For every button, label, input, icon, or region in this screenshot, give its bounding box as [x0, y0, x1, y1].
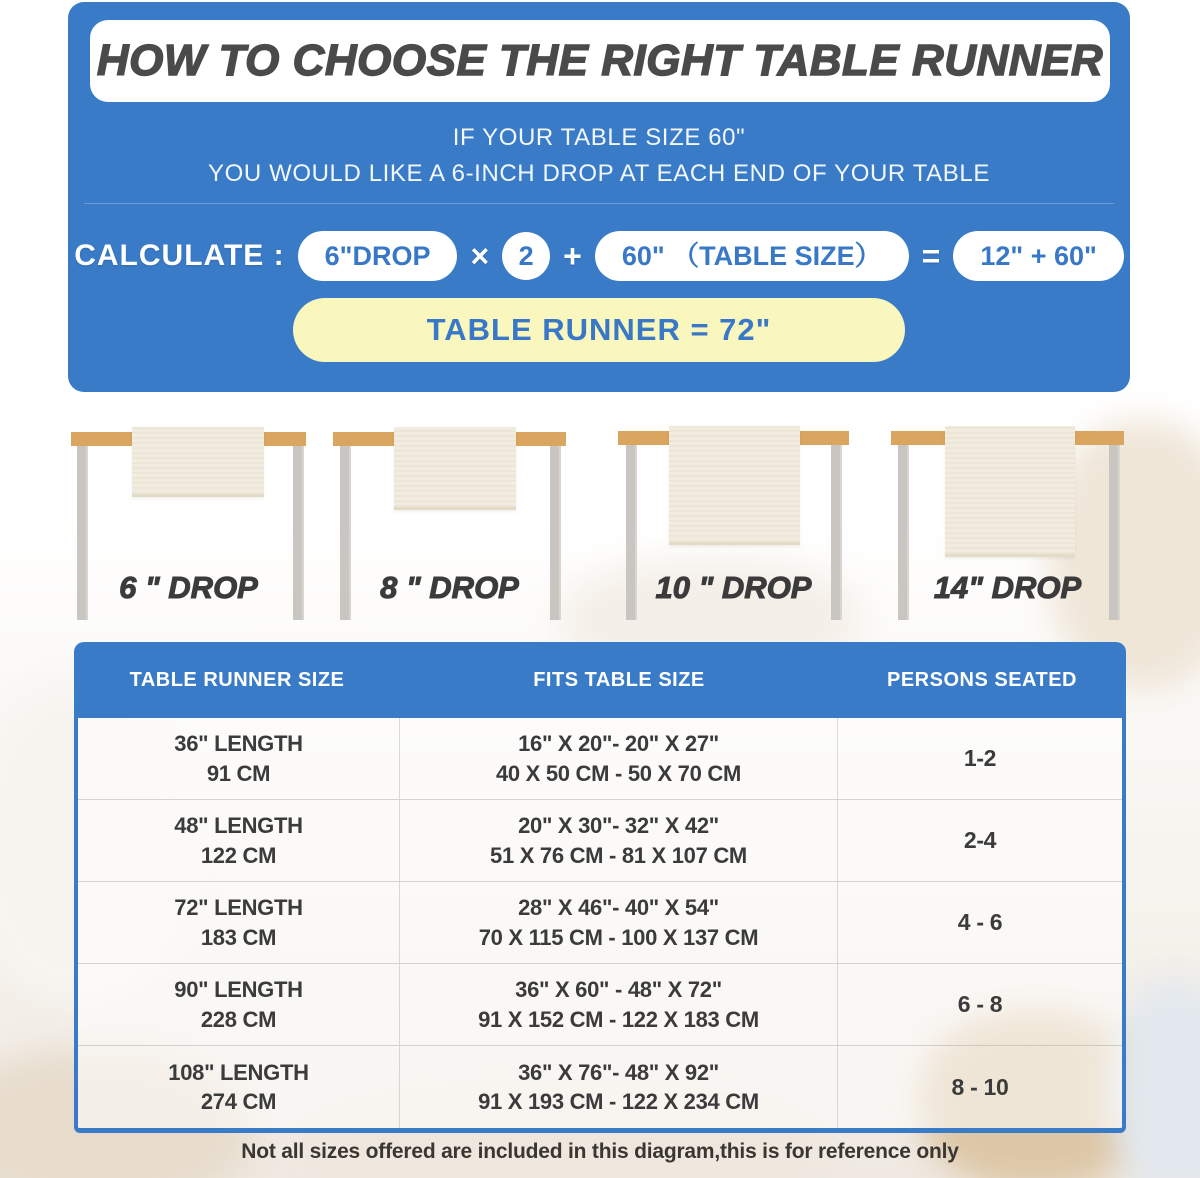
table-leg [550, 446, 561, 620]
persons-cell: 8 - 10 [951, 1073, 1009, 1100]
sum-pill: 12" + 60" [953, 231, 1123, 281]
table-leg [831, 445, 842, 620]
tabletop [71, 432, 306, 446]
table-row [78, 1046, 1122, 1128]
drop-label: 10 " DROP [655, 570, 812, 605]
column-header-runner-size: TABLE RUNNER SIZE [129, 668, 345, 691]
fits-table-cell: 36" X 60" - 48" X 72" 91 X 152 CM - 122 X 183 CM [400, 964, 838, 1045]
footer-note: Not all sizes offered are included in this diagram,this is for reference only [241, 1140, 959, 1163]
fits-table-cell: 16" X 20"- 20" X 27" 40 X 50 CM - 50 X 70 CM [400, 718, 838, 799]
fits-table-cell: 20" X 30"- 32" X 42" 51 X 76 CM - 81 X 107 CM [400, 800, 838, 881]
runner-size-cell: 90" LENGTH 228 CM [78, 964, 400, 1045]
persons-cell: 6 - 8 [957, 991, 1003, 1018]
fits-table-cell: 36" X 76"- 48" X 92" 91 X 193 CM - 122 X 234 CM [400, 1046, 838, 1128]
equals-operator: = [921, 237, 941, 274]
table-runner [132, 427, 264, 497]
column-header-persons: PERSONS SEATED [887, 668, 1077, 691]
runner-size-cell: 72" LENGTH 183 CM [78, 882, 400, 963]
table-row [78, 718, 1122, 800]
table-leg [293, 446, 304, 620]
table-row [78, 882, 1122, 964]
drop-pill: 6"DROP [298, 231, 458, 281]
table-leg [626, 445, 637, 620]
calculate-label: CALCULATE : [74, 239, 285, 272]
tabletop [333, 432, 566, 446]
persons-cell: 4 - 6 [957, 909, 1003, 936]
fits-table-cell: 28" X 46"- 40" X 54" 70 X 115 CM - 100 X 137 CM [400, 882, 838, 963]
size-chart-header [74, 642, 1126, 718]
header-line2: YOU WOULD LIKE A 6-INCH DROP AT EACH END OF YOUR TABLE [208, 160, 990, 187]
table-size-pill: 60" （TABLE SIZE） [595, 231, 909, 281]
table-leg [1109, 445, 1120, 620]
drop-label: 14" DROP [933, 570, 1082, 605]
result-text: TABLE RUNNER = 72" [426, 312, 772, 347]
persons-cell: 1-2 [963, 745, 997, 772]
persons-cell: 2-4 [963, 827, 997, 854]
size-chart-body [74, 718, 1126, 1133]
table-leg [340, 446, 351, 620]
table-runner [669, 426, 800, 545]
runner-size-cell: 36" LENGTH 91 CM [78, 718, 400, 799]
table-leg [77, 446, 88, 620]
header-divider [84, 203, 1114, 204]
table-runner [945, 426, 1075, 557]
drop-label: 8 " DROP [380, 570, 519, 605]
table-runner [394, 427, 516, 510]
table-row [78, 800, 1122, 882]
multiply-operator: × [470, 237, 490, 274]
tabletop [891, 431, 1124, 445]
table-row [78, 964, 1122, 1046]
header-line1: IF YOUR TABLE SIZE 60" [452, 124, 746, 151]
tabletop [618, 431, 849, 445]
table-leg [898, 445, 909, 620]
runner-size-cell: 48" LENGTH 122 CM [78, 800, 400, 881]
calculate-row [68, 230, 1130, 282]
column-header-fits-table: FITS TABLE SIZE [533, 668, 705, 691]
count-pill: 2 [502, 232, 550, 280]
size-chart [74, 642, 1126, 1133]
header-panel [68, 2, 1130, 392]
runner-size-cell: 108" LENGTH 274 CM [78, 1046, 400, 1128]
title-banner [90, 20, 1110, 102]
plus-operator: + [563, 237, 582, 274]
page-title: HOW TO CHOOSE THE RIGHT TABLE RUNNER [96, 36, 1104, 85]
drop-label: 6 " DROP [119, 570, 258, 605]
result-pill [293, 298, 905, 362]
